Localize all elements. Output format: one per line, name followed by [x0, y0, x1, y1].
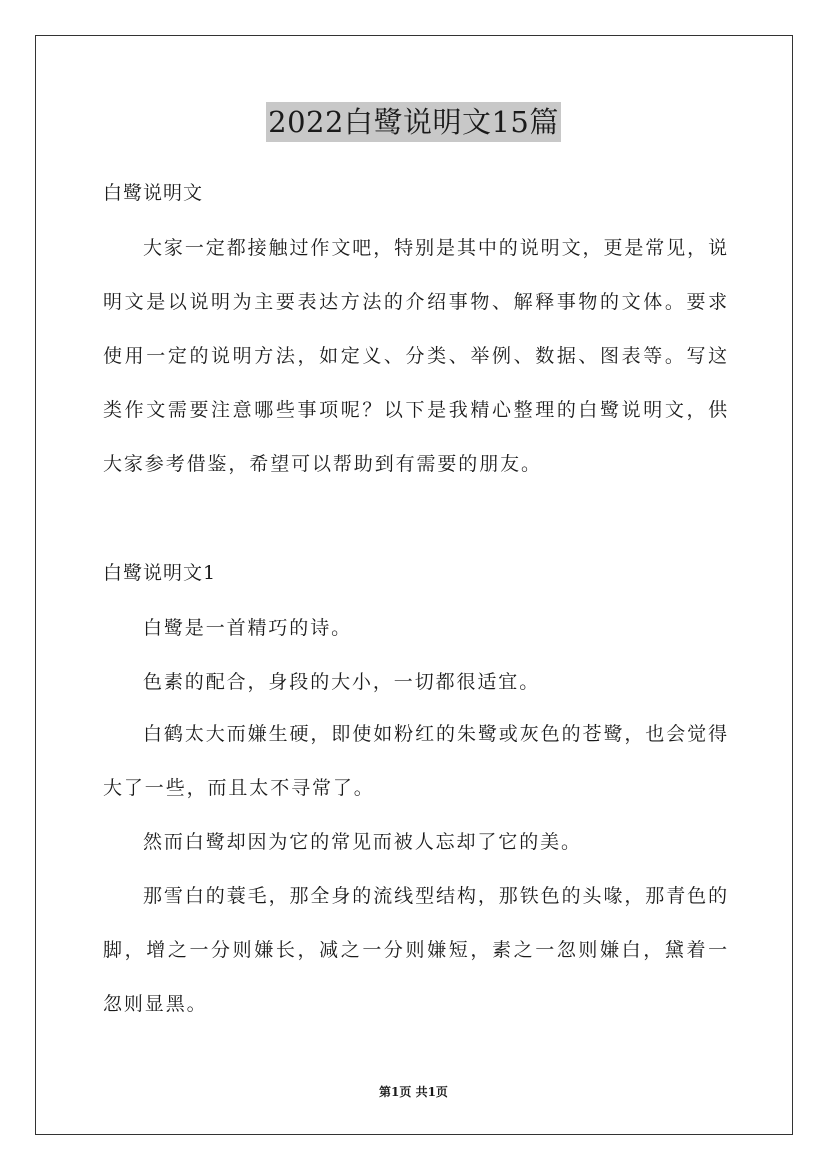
intro-heading: 白鹭说明文: [103, 182, 204, 204]
document-title: 2022白鹭说明文15篇: [266, 102, 561, 142]
section1-heading: 白鹭说明文1: [103, 562, 217, 584]
section1-paragraph: 然而白鹭却因为它的常见而被人忘却了它的美。: [143, 831, 582, 853]
section1-paragraph: 白鹤太大而嫌生硬，即使如粉红的朱鹭或灰色的苍鹭，也会觉得大了一些，而且太不寻常了。: [103, 723, 729, 799]
section1-paragraph: 那雪白的蓑毛，那全身的流线型结构，那铁色的头喙，那青色的脚，增之一分则嫌长，减之一分则嫌短，素之一忽则嫌白，黛着一忽则显黑。: [103, 885, 729, 1015]
section1-paragraph: 白鹭是一首精巧的诗。: [143, 617, 353, 639]
intro-paragraph: 大家一定都接触过作文吧，特别是其中的说明文，更是常见，说明文是以说明为主要表达方法的介绍事物、解释事物的文体。要求使用一定的说明方法，如定义、分类、举例、数据、图表等。写这类作文需要注意哪些事项呢？以下是我精心整理的白鹭说明文，供大家参考借鉴，希望可以帮助到有需要的朋友。: [103, 237, 729, 475]
page-footer: 第1页 共1页: [379, 1085, 448, 1099]
section1-paragraph: 色素的配合，身段的大小，一切都很适宜。: [143, 671, 541, 693]
document-title-block: [0, 102, 827, 147]
